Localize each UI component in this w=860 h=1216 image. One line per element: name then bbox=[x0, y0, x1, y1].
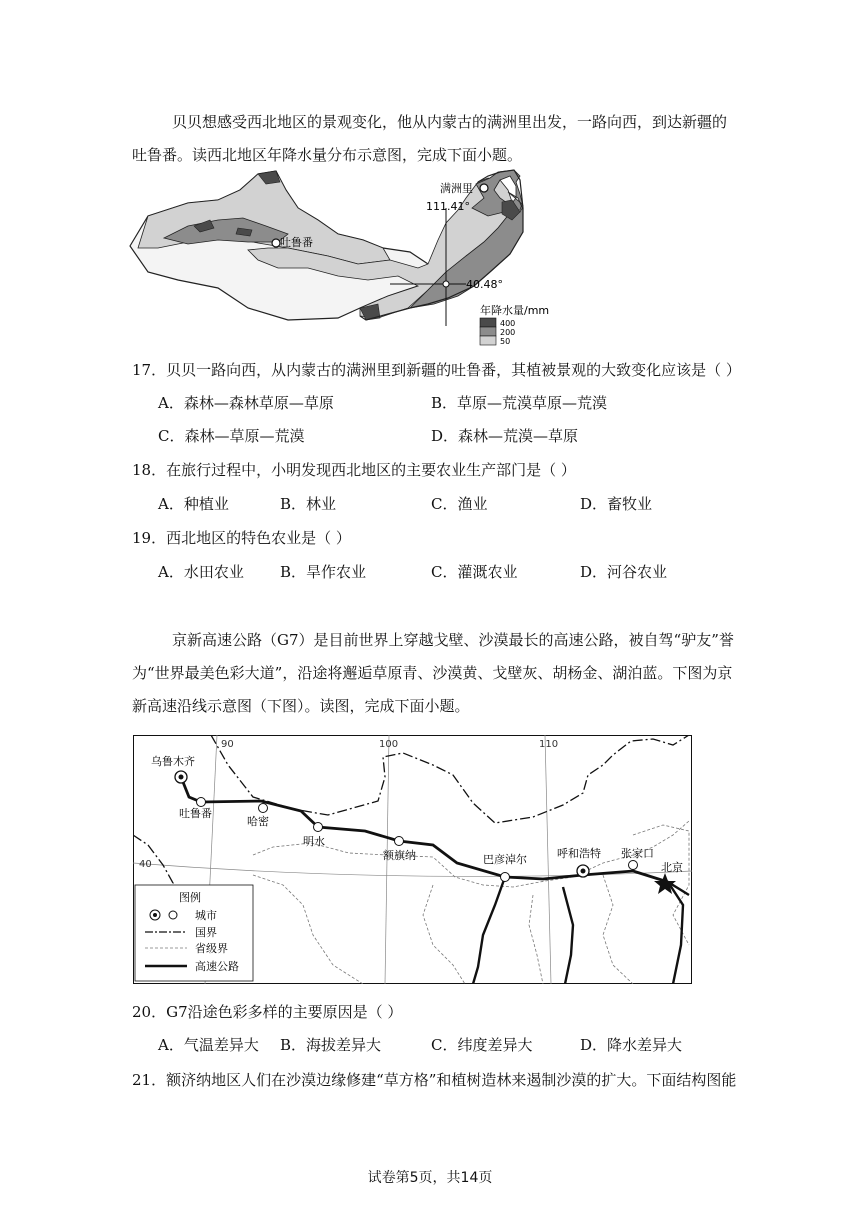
turpan-marker bbox=[272, 239, 280, 247]
urumqi-marker-dot bbox=[179, 775, 184, 780]
map1-lat-label: 40.48° bbox=[466, 278, 503, 291]
q18-option-c: C．渔业 bbox=[431, 495, 488, 513]
intro2-line2: 为“世界最美色彩大道”，沿途将邂逅草原青、沙漠黄、戈壁灰、胡杨金、湖泊蓝。下图为京 bbox=[132, 664, 733, 682]
q17-option-c: C．森林—草原—荒漠 bbox=[158, 427, 305, 445]
q18-stem: 18．在旅行过程中，小明发现西北地区的主要农业生产部门是（ ） bbox=[132, 461, 576, 479]
q17-option-d: D．森林—荒漠—草原 bbox=[431, 427, 579, 445]
q17-stem: 17．贝贝一路向西，从内蒙古的满洲里到新疆的吐鲁番，其植被景观的大致变化应该是（ ） bbox=[132, 361, 741, 379]
legend-title: 图例 bbox=[179, 891, 201, 904]
lon-110-label: 110 bbox=[539, 739, 559, 750]
city-label-bayannur: 巴彦淖尔 bbox=[483, 853, 527, 866]
q20-option-c: C．纬度差异大 bbox=[431, 1036, 533, 1054]
q20-option-a: A．气温差异大 bbox=[158, 1036, 259, 1054]
legend-swatch-200 bbox=[480, 327, 496, 336]
city-label-urumqi: 乌鲁木齐 bbox=[151, 755, 195, 768]
lon-90-label: 90 bbox=[221, 739, 234, 750]
bayannur-marker bbox=[501, 873, 510, 882]
g7-route-map bbox=[133, 735, 692, 984]
lat-40-label: 40 bbox=[139, 859, 152, 870]
q20-stem: 20．G7沿途色彩多样的主要原因是（ ） bbox=[132, 1003, 403, 1021]
city-label-ejina: 额旗纳 bbox=[383, 849, 416, 862]
lon-100-label: 100 bbox=[379, 739, 399, 750]
map1-label-turpan: 吐鲁番 bbox=[280, 236, 313, 249]
city-label-zhangjiakou: 张家口 bbox=[621, 847, 654, 860]
zhangjiakou-marker bbox=[629, 861, 638, 870]
legend-swatch-50 bbox=[480, 336, 496, 345]
intro1-line2: 吐鲁番。读西北地区年降水量分布示意图，完成下面小题。 bbox=[132, 146, 523, 164]
legend-border-label: 国界 bbox=[195, 926, 217, 939]
map1-legend-title: 年降水量/mm bbox=[480, 304, 550, 317]
intro2-line1: 京新高速公路（G7）是目前世界上穿越戈壁、沙漠最长的高速公路，被自驾“驴友”誉 bbox=[172, 631, 734, 649]
legend-city-icon-dot bbox=[153, 913, 157, 917]
q19-option-a: A．水田农业 bbox=[158, 563, 244, 581]
city-label-turpan: 吐鲁番 bbox=[179, 807, 212, 820]
ejina-marker bbox=[395, 837, 404, 846]
q21-stem: 21．额济纳地区人们在沙漠边缘修建“草方格”和植树造林来遏制沙漠的扩大。下面结构图能 bbox=[132, 1071, 737, 1089]
hohhot-marker-dot bbox=[581, 869, 586, 874]
city-label-mingshui: 明水 bbox=[303, 835, 325, 848]
q20-option-b: B．海拔差异大 bbox=[280, 1036, 382, 1054]
mingshui-marker bbox=[314, 823, 323, 832]
q17-option-a: A．森林—森林草原—草原 bbox=[158, 394, 334, 412]
page-footer: 试卷第5页，共14页 bbox=[367, 1170, 493, 1186]
q20-option-d: D．降水差异大 bbox=[580, 1036, 683, 1054]
q18-option-b: B．林业 bbox=[280, 495, 337, 513]
crosshair-point bbox=[443, 281, 449, 287]
q19-option-b: B．旱作农业 bbox=[280, 563, 367, 581]
q19-stem: 19．西北地区的特色农业是（ ） bbox=[132, 529, 351, 547]
manzhouli-marker bbox=[480, 184, 488, 192]
legend-swatch-400 bbox=[480, 318, 496, 327]
q19-option-d: D．河谷农业 bbox=[580, 563, 668, 581]
q17-option-b: B．草原—荒漠草原—荒漠 bbox=[431, 394, 608, 412]
q19-option-c: C．灌溉农业 bbox=[431, 563, 518, 581]
q18-option-a: A．种植业 bbox=[158, 495, 229, 513]
legend-city-label: 城市 bbox=[195, 909, 217, 922]
hami-marker bbox=[259, 804, 268, 813]
map1-lon-label: 111.41° bbox=[426, 200, 470, 213]
precipitation-map bbox=[128, 168, 568, 348]
legend-value-400: 400 bbox=[500, 319, 516, 328]
legend-city-icon bbox=[169, 911, 177, 919]
intro2-line3: 新高速沿线示意图（下图）。读图，完成下面小题。 bbox=[132, 697, 470, 715]
city-label-hami: 哈密 bbox=[247, 815, 269, 828]
legend-province-label: 省级界 bbox=[195, 942, 228, 955]
intro1-line1: 贝贝想感受西北地区的景观变化，他从内蒙古的满洲里出发，一路向西，到达新疆的 bbox=[172, 113, 728, 131]
city-label-beijing: 北京 bbox=[661, 861, 683, 874]
map1-label-manzhouli: 满洲里 bbox=[440, 182, 473, 195]
legend-value-50: 50 bbox=[500, 337, 511, 346]
legend-value-200: 200 bbox=[500, 328, 516, 337]
city-label-hohhot: 呼和浩特 bbox=[557, 847, 601, 860]
q18-option-d: D．畜牧业 bbox=[580, 495, 653, 513]
legend-highway-label: 高速公路 bbox=[195, 960, 239, 973]
turpan-marker bbox=[197, 798, 206, 807]
